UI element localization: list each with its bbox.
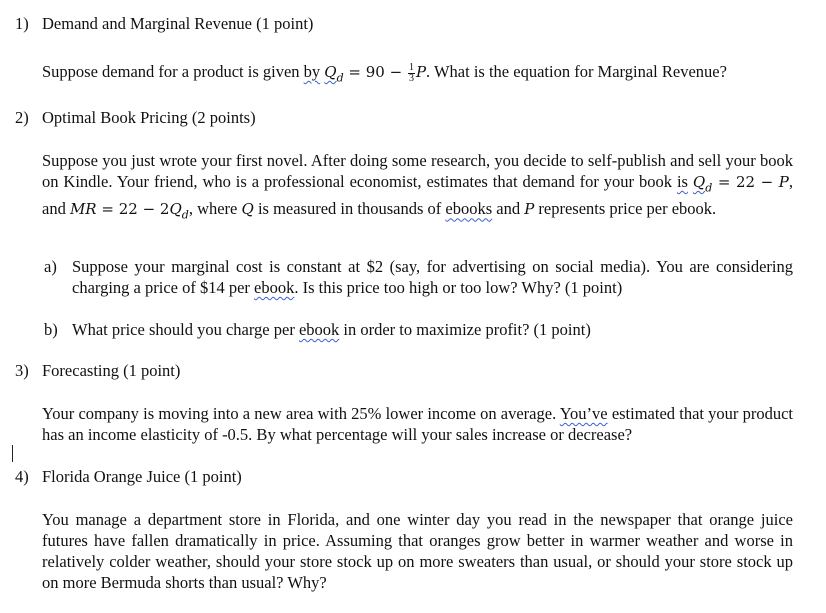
question-text: Suppose demand for a product is given by $Q_d = 90$ − $\frac{1}{3}$ P. What is the equation for Marginal Revenue? — [42, 61, 727, 85]
question-text: Your company is moving into a new area with 25% lower income on average. You’ve estimated that your product has an income elasticity of -0.5. By what percentage will your sales increase or decrease? — [42, 404, 793, 444]
question-number: 2) — [15, 108, 29, 127]
fraction-one-third: $\frac{1}{3}$ — [408, 61, 414, 84]
question-number: 1) — [15, 14, 29, 33]
text-cursor — [12, 445, 13, 462]
question-title: Florida Orange Juice (1 point) — [42, 467, 242, 486]
question-text: Suppose you just wrote your first novel. After doing some research, you decide to self-publish and sell your book on Kindle. Your friend, who is a professional economist, estimates that demand for your book is $Q_d = 22 - P$, and MR = $22 - 2Q_d$, where Q is measured in thousands of ebooks and P represents price per ebook. — [42, 151, 794, 222]
question-title: Optimal Book Pricing (2 points) — [42, 108, 256, 127]
subquestion-b: b) What price should you charge per ebook in order to maximize profit? (1 point) — [44, 320, 591, 339]
question-number: 4) — [15, 467, 29, 486]
question-title: Forecasting (1 point) — [42, 361, 181, 380]
question-number: 3) — [15, 361, 29, 380]
subquestion-a: a) Suppose your marginal cost is constant at $2 (say, for advertising on social media). You are considering charging a price of $14 per ebook. Is this price too high or too low? Why? (1 point) — [44, 257, 793, 297]
question-title: Demand and Marginal Revenue (1 point) — [42, 14, 314, 33]
question-text: You manage a department store in Florida, and one winter day you read in the newspaper that orange juice futures have fallen dramatically in price. Assuming that oranges grow better in warmer weather and worse in relatively colder weather, should your store stock up on more sweaters than usual, or should your store stock up on more Bermuda shorts than usual? Why? — [42, 510, 793, 592]
